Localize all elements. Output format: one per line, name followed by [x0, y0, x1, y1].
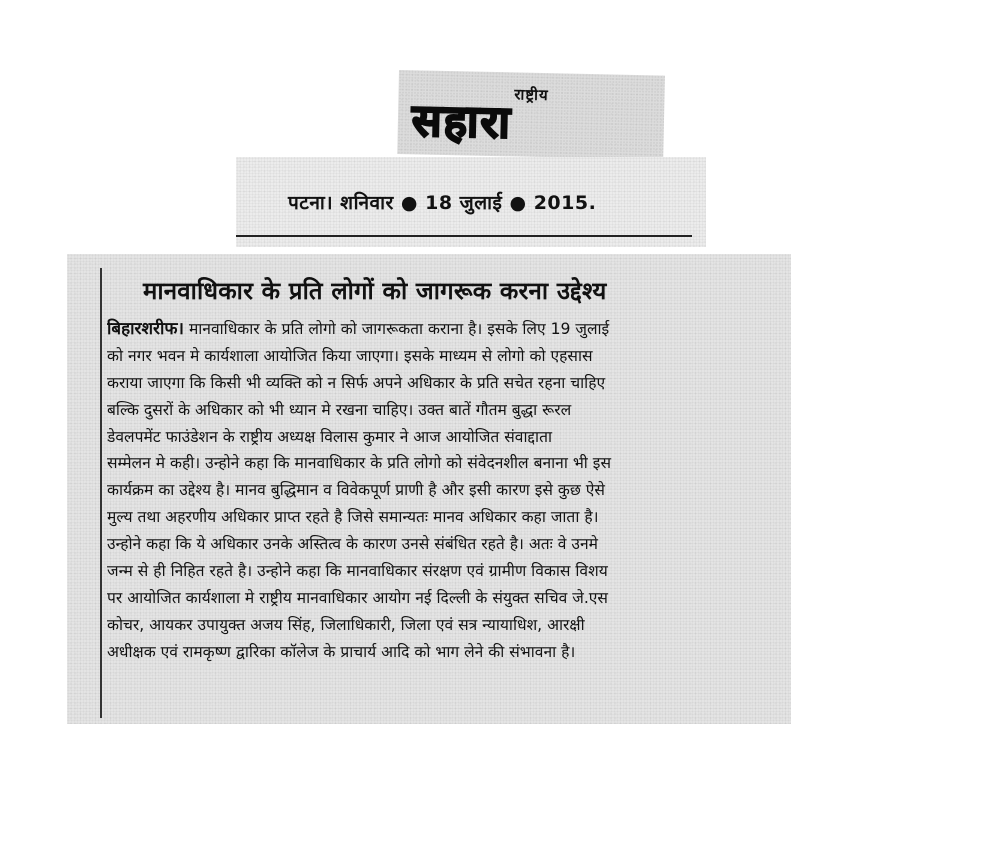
- article-line: कार्यक्रम का उद्देश्य है। मानव बुद्धिमान व विवेकपूर्ण प्राणी है और इसी कारण इसे कुछ ऐसे: [107, 481, 605, 500]
- article-column-rule: [100, 268, 102, 718]
- article-line: अधीक्षक एवं रामकृष्ण द्वारिका कॉलेज के प्राचार्य आदि को भाग लेने की संभावना है।: [107, 642, 576, 661]
- article-line: सम्मेलन मे कही। उन्होने कहा कि मानवाधिकार के प्रति लोगो को संवेदनशील बनाना भी इस: [107, 454, 611, 473]
- masthead-clipping: [397, 70, 665, 160]
- article-line: कोचर, आयकर उपायुक्त अजय सिंह, जिलाधिकारी, जिला एवं सत्र न्यायाधिश, आरक्षी: [107, 615, 585, 634]
- article-line: कराया जाएगा कि किसी भी व्यक्ति को न सिर्फ अपने अधिकार के प्रति सचेत रहना चाहिए: [107, 373, 606, 392]
- dateline-rule: [236, 235, 692, 237]
- dateline-text: पटना। शनिवार ● 18 जुलाई ● 2015.: [288, 192, 597, 214]
- article-place: बिहारशरीफ।: [107, 319, 184, 339]
- article-line: बिहारशरीफ। मानवाधिकार के प्रति लोगो को जागरूकता कराना है। इसके लिए 19 जुलाई: [107, 319, 610, 339]
- article-line: बल्कि दुसरों के अधिकार को भी ध्यान मे रखना चाहिए। उक्त बातें गौतम बुद्धा रूरल: [107, 400, 572, 419]
- article-line: जन्म से ही निहित रहते है। उन्होने कहा कि मानवाधिकार संरक्षण एवं ग्रामीण विकास विशय: [107, 562, 608, 581]
- article-body: [107, 316, 783, 666]
- article-line: डेवलपमेंट फाउंडेशन के राष्ट्रीय अध्यक्ष विलास कुमार ने आज आयोजित संवाद्दाता: [107, 427, 553, 446]
- masthead-small-title: राष्ट्रीय: [514, 85, 549, 105]
- dateline-clipping: [236, 157, 706, 247]
- article-clipping: [67, 254, 791, 724]
- article-line: पर आयोजित कार्यशाला मे राष्ट्रीय मानवाधिकार आयोग नई दिल्ली के संयुक्त सचिव जे.एस: [107, 588, 608, 607]
- article-line: उन्होने कहा कि ये अधिकार उनके अस्तित्व के कारण उनसे संबंधित रहते है। अतः वे उनमे: [107, 535, 598, 554]
- article-line: मुल्य तथा अहरणीय अधिकार प्राप्त रहते है जिसे समान्यतः मानव अधिकार कहा जाता है।: [107, 508, 599, 527]
- masthead-title: सहारा: [411, 95, 513, 149]
- article-headline: मानवाधिकार के प्रति लोगों को जागरूक करना उद्देश्य: [143, 277, 607, 305]
- article-line: को नगर भवन मे कार्यशाला आयोजित किया जाएगा। इसके माध्यम से लोगो को एहसास: [107, 346, 593, 365]
